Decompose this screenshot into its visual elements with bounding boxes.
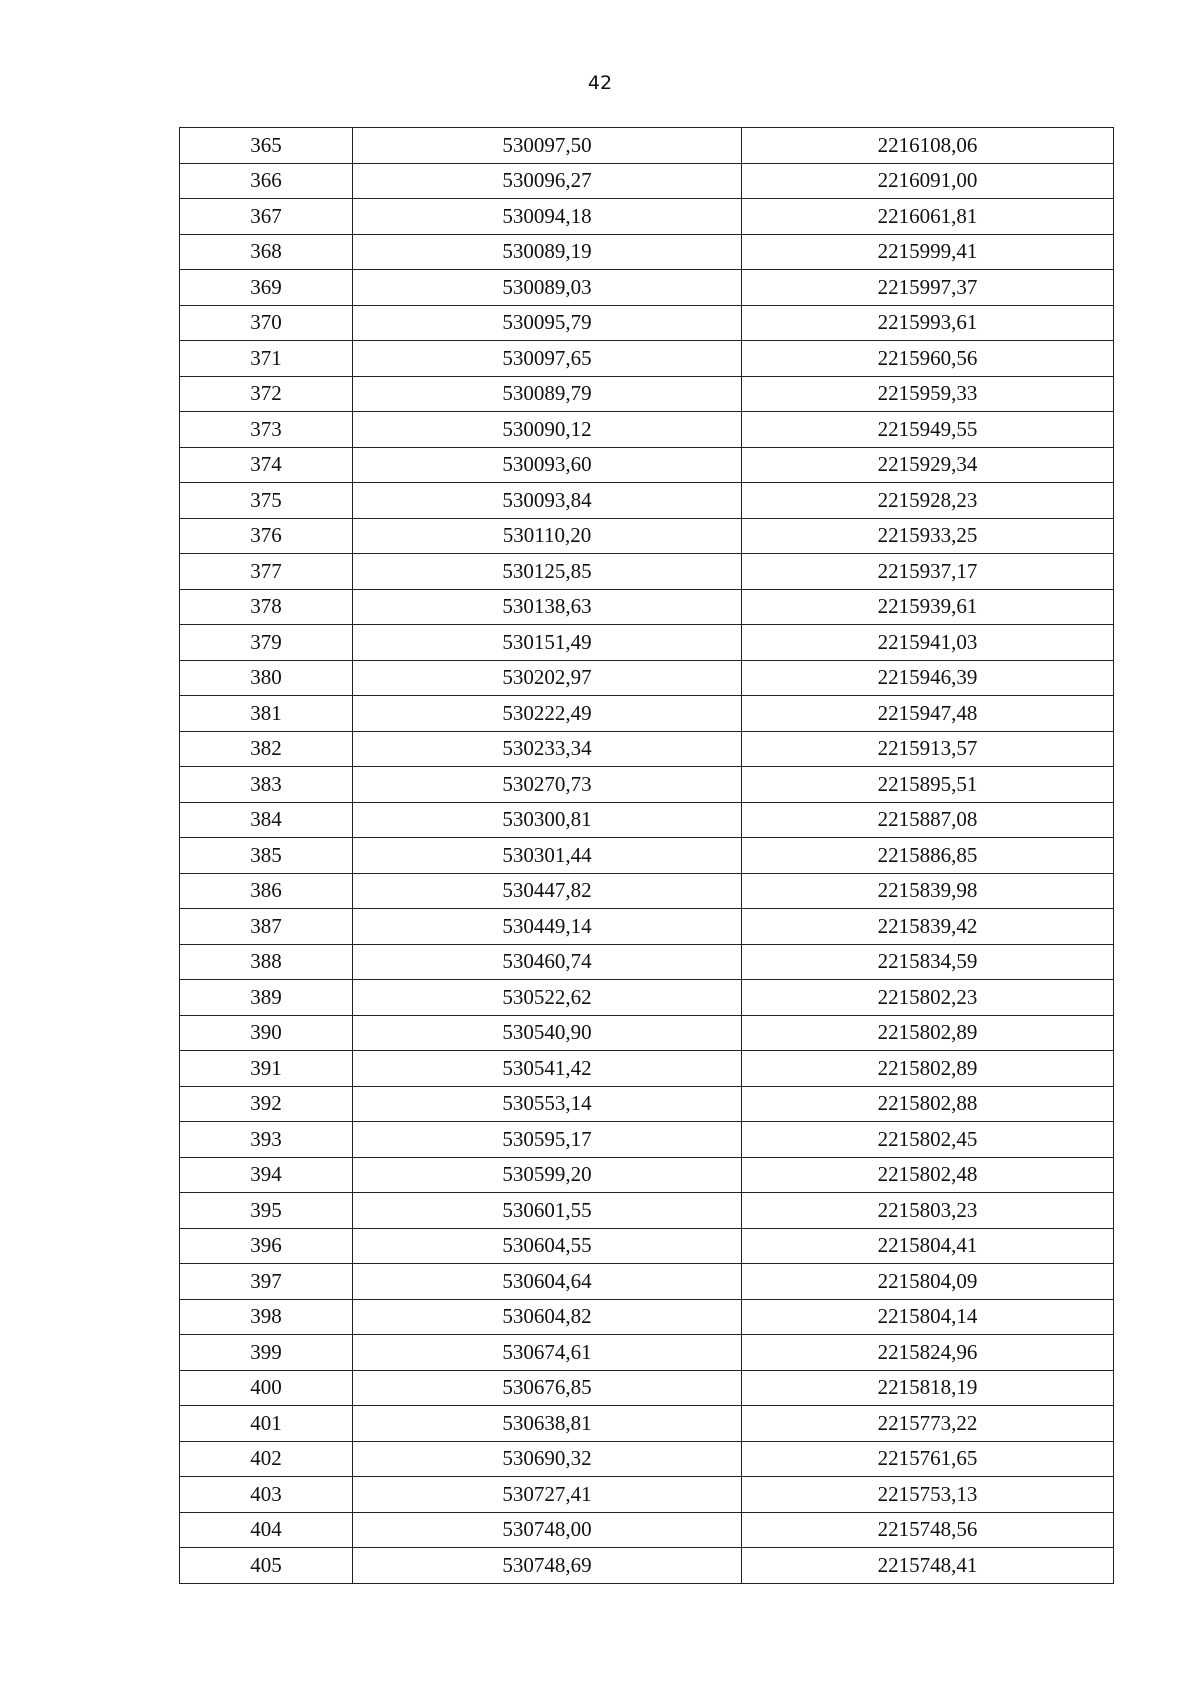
x-coordinate-cell: 530447,82 [353, 873, 742, 909]
point-number-cell: 394 [180, 1157, 353, 1193]
table-row [180, 660, 1114, 696]
point-number-cell: 371 [180, 341, 353, 377]
y-coordinate-cell: 2215802,23 [742, 980, 1114, 1016]
table-row [180, 909, 1114, 945]
table-row [180, 1157, 1114, 1193]
table-row [180, 554, 1114, 590]
y-coordinate-cell: 2215886,85 [742, 838, 1114, 874]
x-coordinate-cell: 530093,60 [353, 447, 742, 483]
point-number-cell: 397 [180, 1264, 353, 1300]
y-coordinate-cell: 2215802,45 [742, 1122, 1114, 1158]
x-coordinate-cell: 530089,03 [353, 270, 742, 306]
x-coordinate-cell: 530097,50 [353, 128, 742, 164]
table-row [180, 1015, 1114, 1051]
x-coordinate-cell: 530095,79 [353, 305, 742, 341]
x-coordinate-cell: 530222,49 [353, 696, 742, 732]
table-row [180, 731, 1114, 767]
x-coordinate-cell: 530301,44 [353, 838, 742, 874]
x-coordinate-cell: 530604,55 [353, 1228, 742, 1264]
table-row [180, 838, 1114, 874]
point-number-cell: 381 [180, 696, 353, 732]
point-number-cell: 392 [180, 1086, 353, 1122]
y-coordinate-cell: 2215761,65 [742, 1441, 1114, 1477]
y-coordinate-cell: 2216061,81 [742, 199, 1114, 235]
point-number-cell: 390 [180, 1015, 353, 1051]
y-coordinate-cell: 2215960,56 [742, 341, 1114, 377]
x-coordinate-cell: 530138,63 [353, 589, 742, 625]
x-coordinate-cell: 530522,62 [353, 980, 742, 1016]
table-row [180, 625, 1114, 661]
y-coordinate-cell: 2215748,56 [742, 1512, 1114, 1548]
y-coordinate-cell: 2215818,19 [742, 1370, 1114, 1406]
table-row [180, 412, 1114, 448]
table-row [180, 802, 1114, 838]
table-row [180, 1264, 1114, 1300]
y-coordinate-cell: 2215824,96 [742, 1335, 1114, 1371]
x-coordinate-cell: 530690,32 [353, 1441, 742, 1477]
table-row [180, 873, 1114, 909]
x-coordinate-cell: 530089,79 [353, 376, 742, 412]
point-number-cell: 369 [180, 270, 353, 306]
x-coordinate-cell: 530601,55 [353, 1193, 742, 1229]
x-coordinate-cell: 530233,34 [353, 731, 742, 767]
y-coordinate-cell: 2215804,41 [742, 1228, 1114, 1264]
point-number-cell: 398 [180, 1299, 353, 1335]
table-row [180, 305, 1114, 341]
point-number-cell: 389 [180, 980, 353, 1016]
x-coordinate-cell: 530110,20 [353, 518, 742, 554]
y-coordinate-cell: 2215773,22 [742, 1406, 1114, 1442]
x-coordinate-cell: 530595,17 [353, 1122, 742, 1158]
y-coordinate-cell: 2215804,14 [742, 1299, 1114, 1335]
table-row [180, 163, 1114, 199]
table-row [180, 1548, 1114, 1584]
table-row [180, 1086, 1114, 1122]
table-row [180, 128, 1114, 164]
point-number-cell: 384 [180, 802, 353, 838]
y-coordinate-cell: 2215993,61 [742, 305, 1114, 341]
point-number-cell: 395 [180, 1193, 353, 1229]
table-row [180, 696, 1114, 732]
x-coordinate-cell: 530604,64 [353, 1264, 742, 1300]
y-coordinate-cell: 2215947,48 [742, 696, 1114, 732]
point-number-cell: 396 [180, 1228, 353, 1264]
x-coordinate-cell: 530125,85 [353, 554, 742, 590]
table-row [180, 341, 1114, 377]
x-coordinate-cell: 530094,18 [353, 199, 742, 235]
x-coordinate-cell: 530599,20 [353, 1157, 742, 1193]
point-number-cell: 379 [180, 625, 353, 661]
point-number-cell: 404 [180, 1512, 353, 1548]
x-coordinate-cell: 530748,69 [353, 1548, 742, 1584]
x-coordinate-cell: 530748,00 [353, 1512, 742, 1548]
point-number-cell: 365 [180, 128, 353, 164]
x-coordinate-cell: 530202,97 [353, 660, 742, 696]
y-coordinate-cell: 2215946,39 [742, 660, 1114, 696]
table-row [180, 1122, 1114, 1158]
point-number-cell: 380 [180, 660, 353, 696]
x-coordinate-cell: 530096,27 [353, 163, 742, 199]
point-number-cell: 386 [180, 873, 353, 909]
x-coordinate-cell: 530541,42 [353, 1051, 742, 1087]
table-row [180, 944, 1114, 980]
point-number-cell: 373 [180, 412, 353, 448]
table-row [180, 234, 1114, 270]
y-coordinate-cell: 2215928,23 [742, 483, 1114, 519]
y-coordinate-cell: 2215929,34 [742, 447, 1114, 483]
table-row [180, 1193, 1114, 1229]
y-coordinate-cell: 2215895,51 [742, 767, 1114, 803]
y-coordinate-cell: 2215802,89 [742, 1015, 1114, 1051]
table-row [180, 1512, 1114, 1548]
y-coordinate-cell: 2215802,48 [742, 1157, 1114, 1193]
point-number-cell: 378 [180, 589, 353, 625]
y-coordinate-cell: 2215959,33 [742, 376, 1114, 412]
point-number-cell: 385 [180, 838, 353, 874]
table-row [180, 1441, 1114, 1477]
y-coordinate-cell: 2215949,55 [742, 412, 1114, 448]
point-number-cell: 370 [180, 305, 353, 341]
x-coordinate-cell: 530090,12 [353, 412, 742, 448]
point-number-cell: 367 [180, 199, 353, 235]
table-row [180, 1051, 1114, 1087]
point-number-cell: 374 [180, 447, 353, 483]
point-number-cell: 366 [180, 163, 353, 199]
point-number-cell: 383 [180, 767, 353, 803]
y-coordinate-cell: 2215839,42 [742, 909, 1114, 945]
point-number-cell: 382 [180, 731, 353, 767]
table-row [180, 589, 1114, 625]
y-coordinate-cell: 2216091,00 [742, 163, 1114, 199]
y-coordinate-cell: 2215999,41 [742, 234, 1114, 270]
point-number-cell: 399 [180, 1335, 353, 1371]
point-number-cell: 387 [180, 909, 353, 945]
table-row [180, 1335, 1114, 1371]
y-coordinate-cell: 2216108,06 [742, 128, 1114, 164]
point-number-cell: 376 [180, 518, 353, 554]
coordinates-table [179, 127, 1114, 1584]
x-coordinate-cell: 530638,81 [353, 1406, 742, 1442]
y-coordinate-cell: 2215802,89 [742, 1051, 1114, 1087]
y-coordinate-cell: 2215933,25 [742, 518, 1114, 554]
point-number-cell: 391 [180, 1051, 353, 1087]
point-number-cell: 400 [180, 1370, 353, 1406]
table-row [180, 518, 1114, 554]
y-coordinate-cell: 2215802,88 [742, 1086, 1114, 1122]
point-number-cell: 402 [180, 1441, 353, 1477]
x-coordinate-cell: 530674,61 [353, 1335, 742, 1371]
y-coordinate-cell: 2215803,23 [742, 1193, 1114, 1229]
y-coordinate-cell: 2215887,08 [742, 802, 1114, 838]
point-number-cell: 375 [180, 483, 353, 519]
table-row [180, 447, 1114, 483]
table-row [180, 1370, 1114, 1406]
y-coordinate-cell: 2215839,98 [742, 873, 1114, 909]
x-coordinate-cell: 530727,41 [353, 1477, 742, 1513]
y-coordinate-cell: 2215834,59 [742, 944, 1114, 980]
table-row [180, 1477, 1114, 1513]
y-coordinate-cell: 2215937,17 [742, 554, 1114, 590]
y-coordinate-cell: 2215748,41 [742, 1548, 1114, 1584]
table-row [180, 980, 1114, 1016]
table-row [180, 1228, 1114, 1264]
x-coordinate-cell: 530093,84 [353, 483, 742, 519]
coordinates-table-body [180, 128, 1114, 1584]
table-row [180, 270, 1114, 306]
point-number-cell: 403 [180, 1477, 353, 1513]
x-coordinate-cell: 530300,81 [353, 802, 742, 838]
x-coordinate-cell: 530449,14 [353, 909, 742, 945]
x-coordinate-cell: 530097,65 [353, 341, 742, 377]
x-coordinate-cell: 530460,74 [353, 944, 742, 980]
point-number-cell: 368 [180, 234, 353, 270]
table-row [180, 376, 1114, 412]
point-number-cell: 405 [180, 1548, 353, 1584]
table-row [180, 199, 1114, 235]
x-coordinate-cell: 530540,90 [353, 1015, 742, 1051]
x-coordinate-cell: 530270,73 [353, 767, 742, 803]
point-number-cell: 377 [180, 554, 353, 590]
table-row [180, 1299, 1114, 1335]
table-row [180, 767, 1114, 803]
table-row [180, 483, 1114, 519]
y-coordinate-cell: 2215913,57 [742, 731, 1114, 767]
x-coordinate-cell: 530151,49 [353, 625, 742, 661]
point-number-cell: 393 [180, 1122, 353, 1158]
point-number-cell: 388 [180, 944, 353, 980]
y-coordinate-cell: 2215753,13 [742, 1477, 1114, 1513]
x-coordinate-cell: 530604,82 [353, 1299, 742, 1335]
y-coordinate-cell: 2215997,37 [742, 270, 1114, 306]
y-coordinate-cell: 2215941,03 [742, 625, 1114, 661]
x-coordinate-cell: 530553,14 [353, 1086, 742, 1122]
x-coordinate-cell: 530676,85 [353, 1370, 742, 1406]
y-coordinate-cell: 2215939,61 [742, 589, 1114, 625]
y-coordinate-cell: 2215804,09 [742, 1264, 1114, 1300]
table-row [180, 1406, 1114, 1442]
point-number-cell: 372 [180, 376, 353, 412]
point-number-cell: 401 [180, 1406, 353, 1442]
x-coordinate-cell: 530089,19 [353, 234, 742, 270]
page-number: 42 [587, 72, 613, 94]
